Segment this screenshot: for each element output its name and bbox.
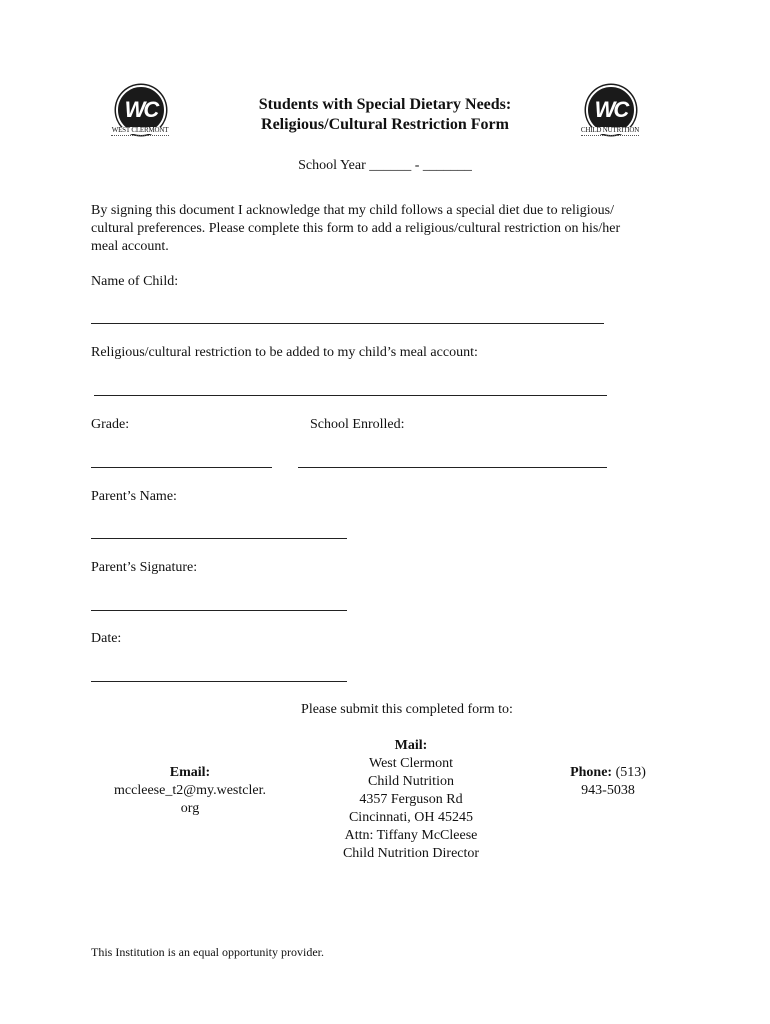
mail-line: 4357 Ferguson Rd: [359, 792, 463, 807]
submit-heading: Please submit this completed form to:: [301, 702, 513, 717]
mail-line: Child Nutrition Director: [342, 846, 480, 861]
footer-note: This Institution is an equal opportunity provider.: [91, 945, 324, 959]
parent-name-line[interactable]: [91, 538, 347, 539]
child-name-line[interactable]: [91, 323, 604, 324]
restriction-line[interactable]: [94, 395, 607, 396]
form-title-line-2: Religious/Cultural Restriction Form: [261, 116, 509, 133]
mail-line: Child Nutrition: [368, 774, 454, 789]
date-label: Date:: [91, 631, 122, 646]
form-title-line-1: Students with Special Dietary Needs:: [258, 96, 512, 113]
mail-line: Cincinnati, OH 45245: [348, 810, 474, 825]
grade-line[interactable]: [91, 467, 272, 468]
phone-line-1: [508, 764, 708, 782]
intro-line-3: meal account.: [91, 239, 169, 254]
grade-label: Grade:: [91, 417, 130, 432]
parent-signature-line[interactable]: [91, 610, 347, 611]
phone-area-code: (513): [612, 765, 646, 780]
parent-signature-label: Parent’s Signature:: [91, 560, 198, 575]
parent-name-label: Parent’s Name:: [91, 489, 177, 504]
email-line-2: org: [180, 801, 200, 816]
child-name-label: Name of Child:: [91, 274, 179, 289]
intro-line-2: cultural preferences. Please complete this form to add a religious/cultural restriction on his/her: [91, 221, 621, 236]
phone-line-2: 943-5038: [581, 783, 635, 798]
date-line[interactable]: [91, 681, 347, 682]
school-year: School Year ______ - _______: [298, 158, 472, 173]
school-label: School Enrolled:: [310, 417, 405, 432]
logo-caption: CHILD NUTRITION: [577, 127, 643, 134]
email-label: Email:: [169, 765, 211, 780]
mail-line: Attn: Tiffany McCleese: [344, 828, 478, 843]
mail-line: West Clermont: [368, 756, 454, 771]
intro-line-1: By signing this document I acknowledge that my child follows a special diet due to religious/: [91, 203, 614, 218]
school-line[interactable]: [298, 467, 607, 468]
mail-label: Mail:: [394, 738, 428, 753]
logo-caption: WEST CLERMONT: [107, 127, 173, 134]
logo-mark: WC: [594, 97, 628, 122]
email-line-1: mccleese_t2@my.westcler.: [114, 783, 266, 798]
phone-label: Phone:: [570, 765, 613, 780]
restriction-label: Religious/cultural restriction to be added to my child’s meal account:: [91, 345, 478, 360]
logo-mark: WC: [124, 97, 158, 122]
